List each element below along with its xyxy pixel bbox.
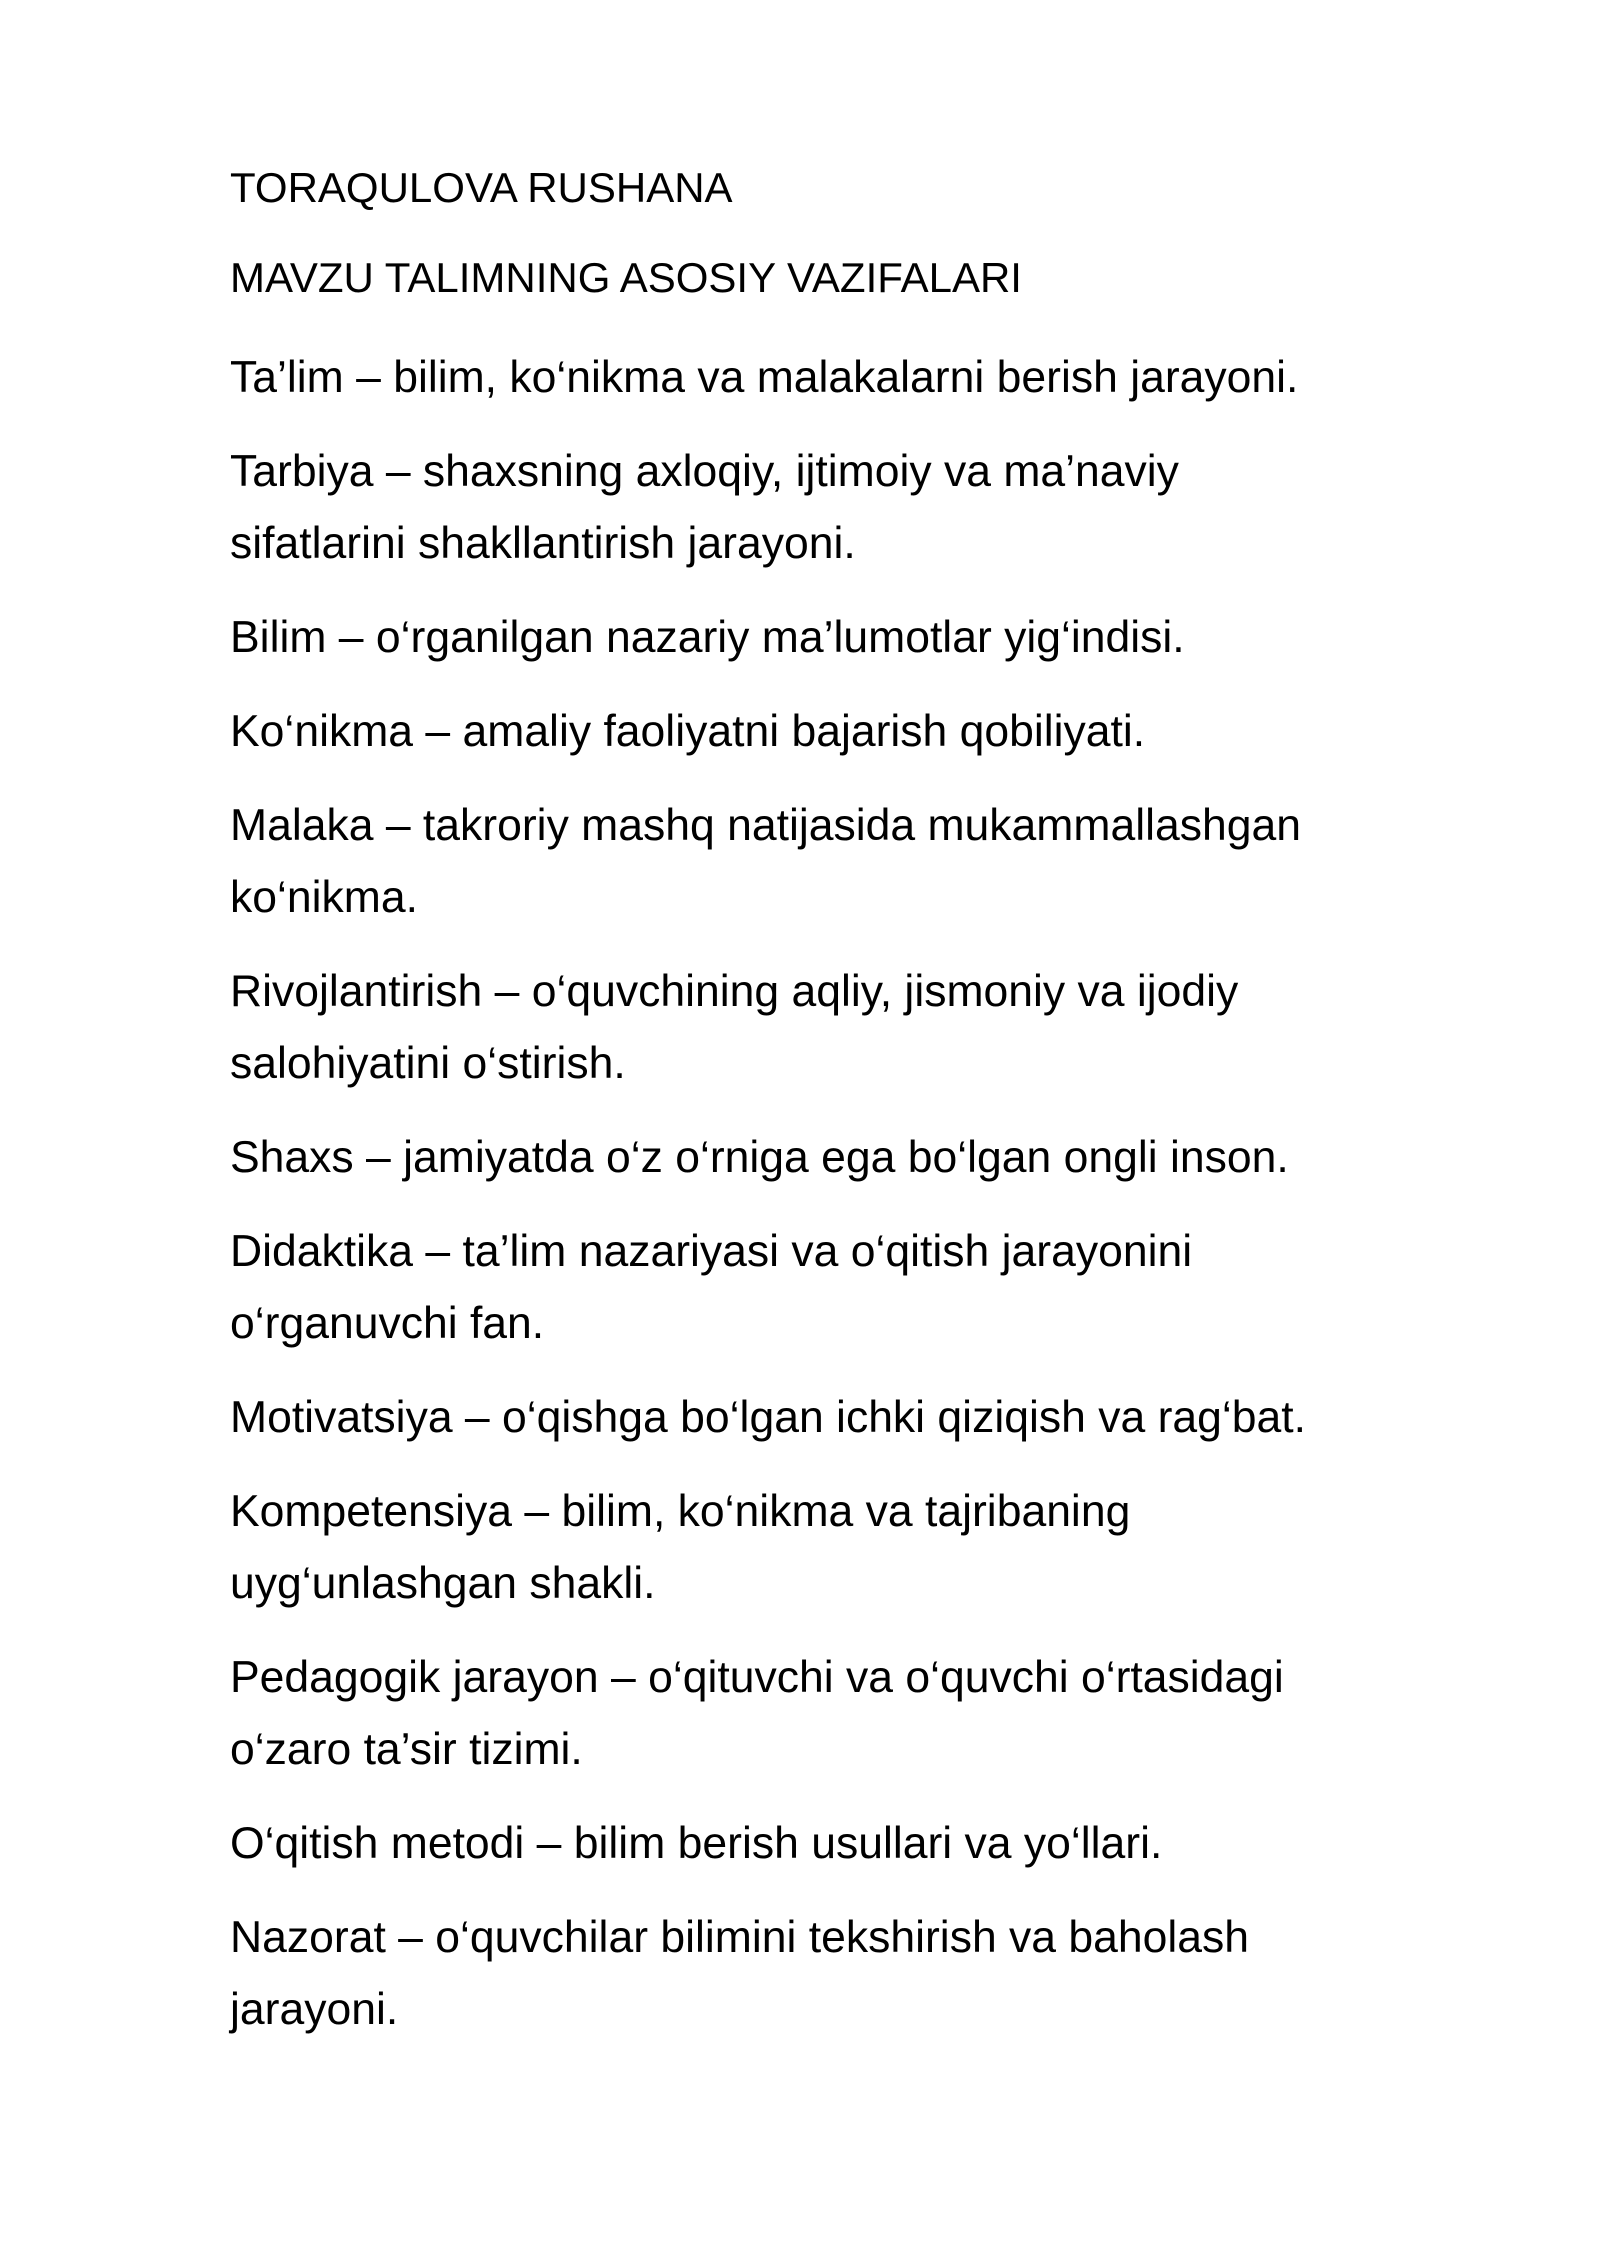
term-line: Ko‘nikma – amaliy faoliyatni bajarish qobiliyati. [230, 707, 1146, 756]
term-line: Nazorat – o‘quvchilar bilimini tekshirish va baholash [230, 1913, 1250, 1962]
term-line: Rivojlantirish – o‘quvchining aqliy, jismoniy va ijodiy [230, 967, 1239, 1016]
term-paragraph [230, 436, 1460, 580]
term-line: O‘qitish metodi – bilim berish usullari va yo‘llari. [230, 1819, 1163, 1868]
term-line: salohiyatini o‘stirish. [230, 1039, 626, 1088]
term-line: Tarbiya – shaxsning axloqiy, ijtimoiy va ma’naviy [230, 447, 1179, 496]
term-paragraph [230, 1122, 1460, 1194]
term-line: Didaktika – ta’lim nazariyasi va o‘qitish jarayonini [230, 1227, 1193, 1276]
term-line: ko‘nikma. [230, 873, 418, 922]
term-line: uyg‘unlashgan shakli. [230, 1559, 656, 1608]
term-line: Malaka – takroriy mashq natijasida mukammallashgan [230, 801, 1301, 850]
term-line: jarayoni. [230, 1985, 399, 2034]
term-line: Shaxs – jamiyatda o‘z o‘rniga ega bo‘lgan ongli inson. [230, 1133, 1289, 1182]
term-paragraph [230, 1642, 1460, 1786]
term-line: o‘rganuvchi fan. [230, 1299, 545, 1348]
term-paragraph [230, 1902, 1460, 2046]
term-line: Pedagogik jarayon – o‘qituvchi va o‘quvchi o‘rtasidagi [230, 1653, 1284, 1702]
term-line: Kompetensiya – bilim, ko‘nikma va tajribaning [230, 1487, 1131, 1536]
author-name: TORAQULOVA RUSHANA [230, 164, 733, 211]
term-paragraph [230, 1808, 1460, 1880]
term-line: Ta’lim – bilim, ko‘nikma va malakalarni berish jarayoni. [230, 353, 1299, 402]
document-body [230, 162, 1460, 2068]
term-line: sifatlarini shakllantirish jarayoni. [230, 519, 856, 568]
term-paragraph [230, 1382, 1460, 1454]
term-paragraph [230, 602, 1460, 674]
term-paragraph [230, 1216, 1460, 1360]
term-paragraph [230, 342, 1460, 414]
topic-title: MAVZU TALIMNING ASOSIY VAZIFALARI [230, 254, 1022, 301]
term-paragraph [230, 1476, 1460, 1620]
term-line: o‘zaro ta’sir tizimi. [230, 1725, 583, 1774]
term-paragraph [230, 790, 1460, 934]
term-line: Motivatsiya – o‘qishga bo‘lgan ichki qiziqish va rag‘bat. [230, 1393, 1306, 1442]
term-line: Bilim – o‘rganilgan nazariy ma’lumotlar yig‘indisi. [230, 613, 1185, 662]
term-paragraph [230, 956, 1460, 1100]
term-paragraph [230, 696, 1460, 768]
